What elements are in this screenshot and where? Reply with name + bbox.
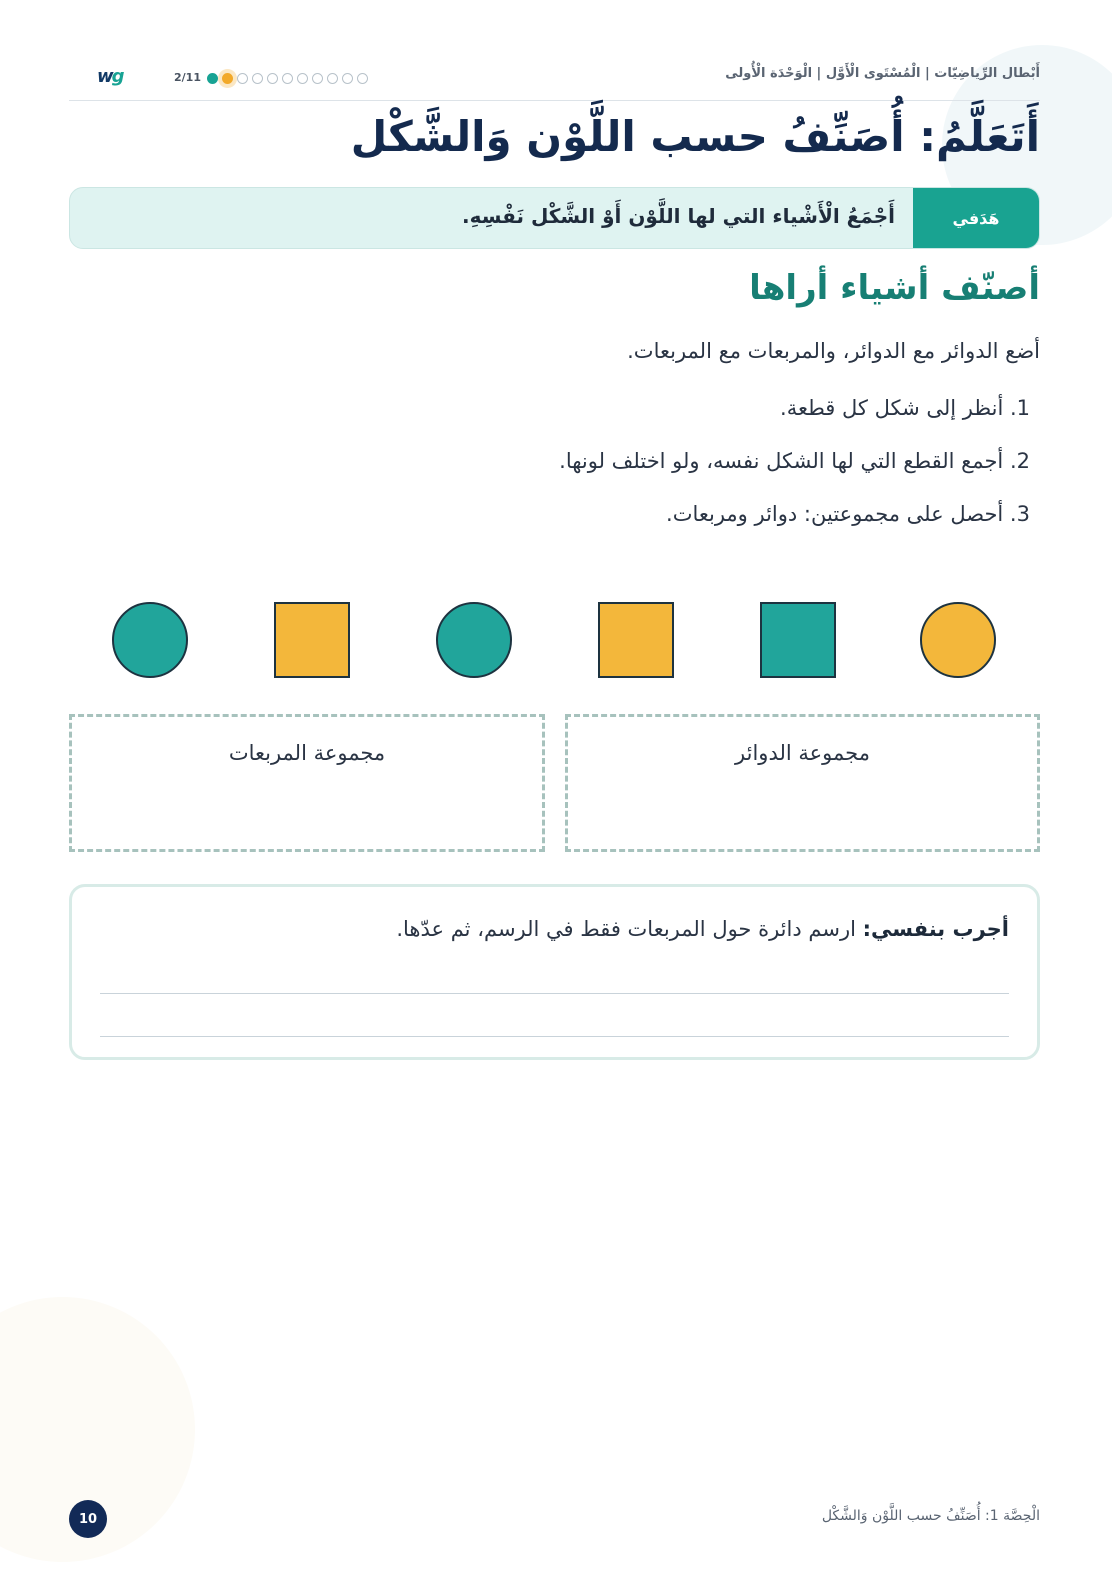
answer-line[interactable] [100, 1036, 1009, 1037]
try-it-text [396, 917, 1009, 941]
step-item: 3. أحصل على مجموعتين: دوائر ومربعات. [666, 502, 1030, 526]
section-title: أصنّف أشياء أراها [749, 268, 1040, 308]
try-it-label: أجرب بنفسي: [862, 917, 1009, 941]
yellow-square-piece[interactable] [598, 602, 674, 678]
progress-dot [222, 73, 233, 84]
progress-dot [207, 73, 218, 84]
progress-dot [312, 73, 323, 84]
step-item: 2. أجمع القطع التي لها الشكل نفسه، ولو اختلف لونها. [559, 449, 1030, 473]
brand-logo: wg [97, 66, 123, 87]
squares-group-box[interactable] [69, 714, 545, 852]
circles-group-box[interactable] [565, 714, 1040, 852]
yellow-circle-piece[interactable] [920, 602, 996, 678]
goal-text: أَجْمَعُ الْأَشْياء التي لها اللَّوْن أَوْ الشَّكْل نَفْسِهِ. [462, 204, 895, 228]
teal-circle-piece[interactable] [436, 602, 512, 678]
intro-text: أضع الدوائر مع الدوائر، والمربعات مع المربعات. [627, 339, 1040, 363]
answer-line[interactable] [100, 993, 1009, 994]
teal-circle-piece[interactable] [112, 602, 188, 678]
footer-lesson-title: الْحِصَّة 1: أُصَنِّفُ حسب اللَّوْن وَالشَّكْل [821, 1508, 1040, 1524]
progress-dot [282, 73, 293, 84]
breadcrumb: أَبْطال الرِّياضِيّات | الْمُسْتَوى الْأَوَّل | الْوَحْدَة الْأُولى [725, 66, 1040, 81]
progress-dot [342, 73, 353, 84]
progress-dot [327, 73, 338, 84]
goal-box [69, 187, 1040, 249]
progress-dot [357, 73, 368, 84]
circles-group-label: مجموعة الدوائر [735, 741, 870, 765]
try-it-instruction: ارسم دائرة حول المربعات فقط في الرسم، ثم عدّها. [396, 917, 863, 941]
try-it-box [69, 884, 1040, 1060]
squares-group-label: مجموعة المربعات [228, 741, 386, 765]
page-title: أَتَعَلَّمُ: أُصَنِّفُ حسب اللَّوْن وَالشَّكْل [350, 112, 1040, 161]
teal-square-piece[interactable] [760, 602, 836, 678]
progress-label: 2/11 [174, 71, 201, 84]
progress-dot [267, 73, 278, 84]
page-header [69, 60, 1040, 101]
progress-dot [297, 73, 308, 84]
yellow-square-piece[interactable] [274, 602, 350, 678]
goal-tag: هَدَفي [913, 188, 1039, 248]
progress-dot [237, 73, 248, 84]
steps-list [559, 396, 1030, 555]
step-item: 1. أنظر إلى شكل كل قطعة. [780, 396, 1030, 420]
progress-dot [252, 73, 263, 84]
page-number: 10 [69, 1500, 107, 1538]
